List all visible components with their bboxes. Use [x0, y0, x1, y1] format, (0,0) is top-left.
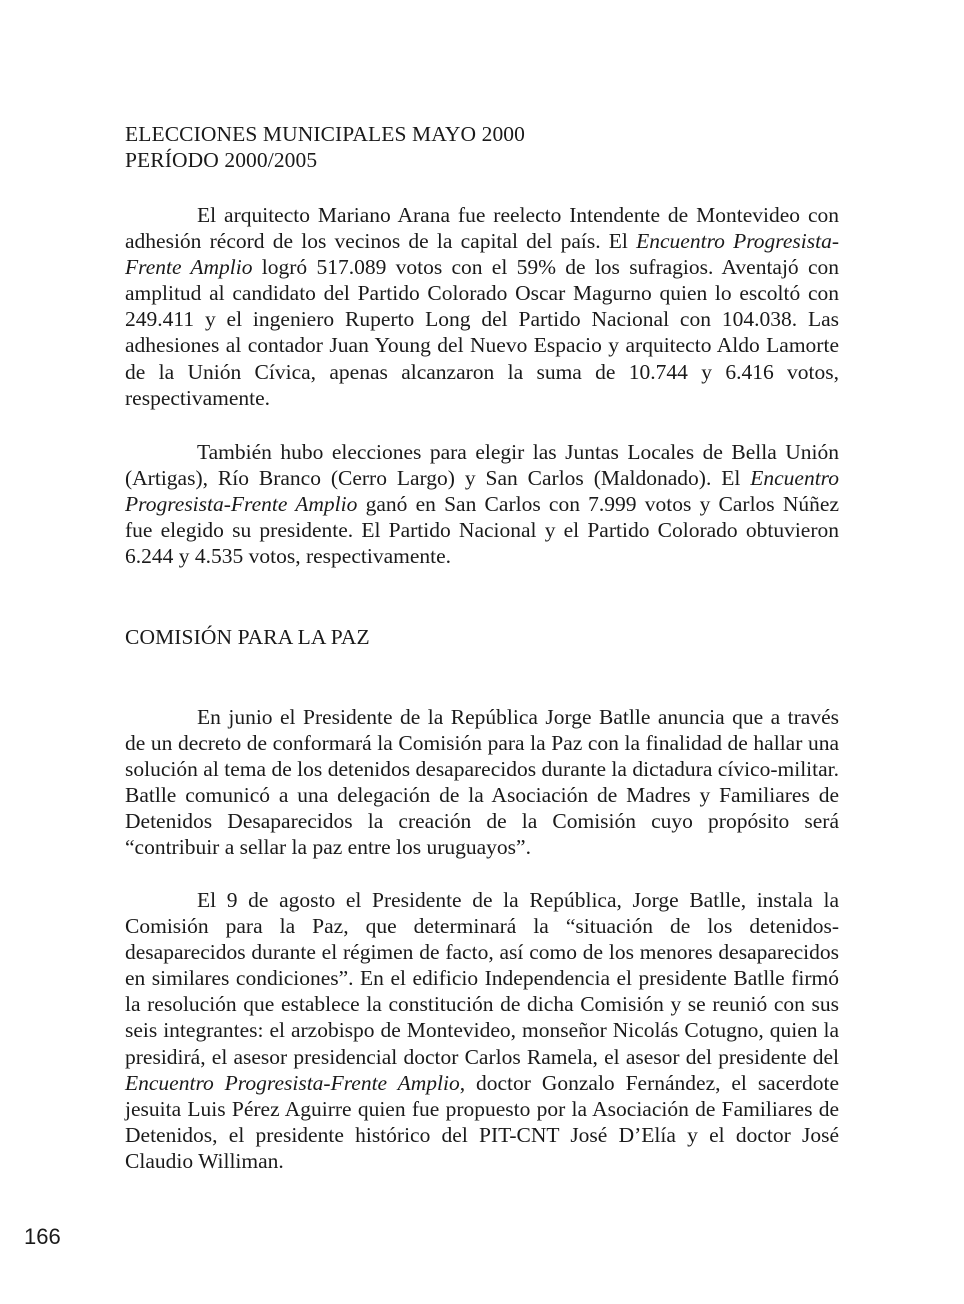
section-heading-comision: COMISIÓN PARA LA PAZ: [125, 625, 370, 649]
paragraph-juntas-locales: [125, 439, 839, 569]
text-run: , doctor Gonzalo Fernández, el sacerdote jesuita Luis Pérez Aguirre quien fue propuesto por la Asociación de Familiares de Detenidos, el presidente histórico del PIT-CNT José D’Elía y el doctor José Claudio Williman.: [125, 1070, 839, 1173]
party-name-italic: Encuentro Progresista-Frente Amplio: [125, 1070, 460, 1095]
party-name-italic: Encuentro Progresista-Frente Amplio: [125, 466, 839, 517]
page-number: 166: [24, 1224, 61, 1249]
heading-line-1: ELECCIONES MUNICIPALES MAYO 2000: [125, 122, 525, 146]
paragraph-arana: [125, 202, 839, 411]
text-run: logró 517.089 votos con el 59% de los sufragios. Aventajó con amplitud al candidato del Partido Colorado Oscar Magurno quien lo escoltó con 249.411 y el ingeniero Ruperto Long del Partido Nacional con 104.038. Las adhesiones al contador Juan Young del Nuevo Espacio y arquitecto Aldo Lamorte de la Unión Cívica, apenas alcanzaron la suma de 10.744 y 6.416 votos, respectivamente.: [125, 255, 840, 410]
text-run: ganó en San Carlos con 7.999 votos y Carlos Núñez fue elegido su presidente. El Partido Nacional y el Partido Colorado obtuvieron 6.244 y 4.535 votos, respectivamente.: [125, 492, 839, 569]
text-run: También hubo elecciones para elegir las Juntas Locales de Bella Unión (Artigas), Río Branco (Cerro Largo) y San Carlos (Maldonado). El: [125, 440, 839, 491]
paragraph-junio: En junio el Presidente de la República Jorge Batlle anuncia que a través de un decreto de conformará la Comisión para la Paz con la finalidad de hallar una solución al tema de los detenidos desaparecidos durante la dictadura cívico-militar. Batlle comunicó a una delegación de la Asociación de Madres y Familiares de Detenidos Desaparecidos la creación de la Comisión cuyo propósito será “contribuir a sellar la paz entre los uruguayos”.: [125, 705, 839, 860]
text-run: El 9 de agosto el Presidente de la República, Jorge Batlle, instala la Comisión para la Paz, que determinará la “situación de los detenidos-desaparecidos durante el régimen de facto, así como de los menores desaparecidos en similares condiciones”. En el edificio Independencia el presidente Batlle firmó la resolución que establece la constitución de dicha Comisión y se reunió con sus seis integrantes: el arzobispo de Montevideo, monseñor Nicolás Cotugno, quien la presidirá, el asesor presidencial doctor Carlos Ramela, el asesor del presidente del: [125, 888, 839, 1069]
section-heading-elecciones: [125, 121, 525, 173]
heading-line-2: PERÍODO 2000/2005: [125, 148, 318, 172]
text-run: El arquitecto Mariano Arana fue reelecto Intendente de Montevideo con adhesión récord de los vecinos de la capital del país. El: [125, 203, 839, 254]
paragraph-agosto: [125, 887, 839, 1174]
party-name-italic: Encuentro Progresista-Frente Amplio: [125, 229, 839, 280]
